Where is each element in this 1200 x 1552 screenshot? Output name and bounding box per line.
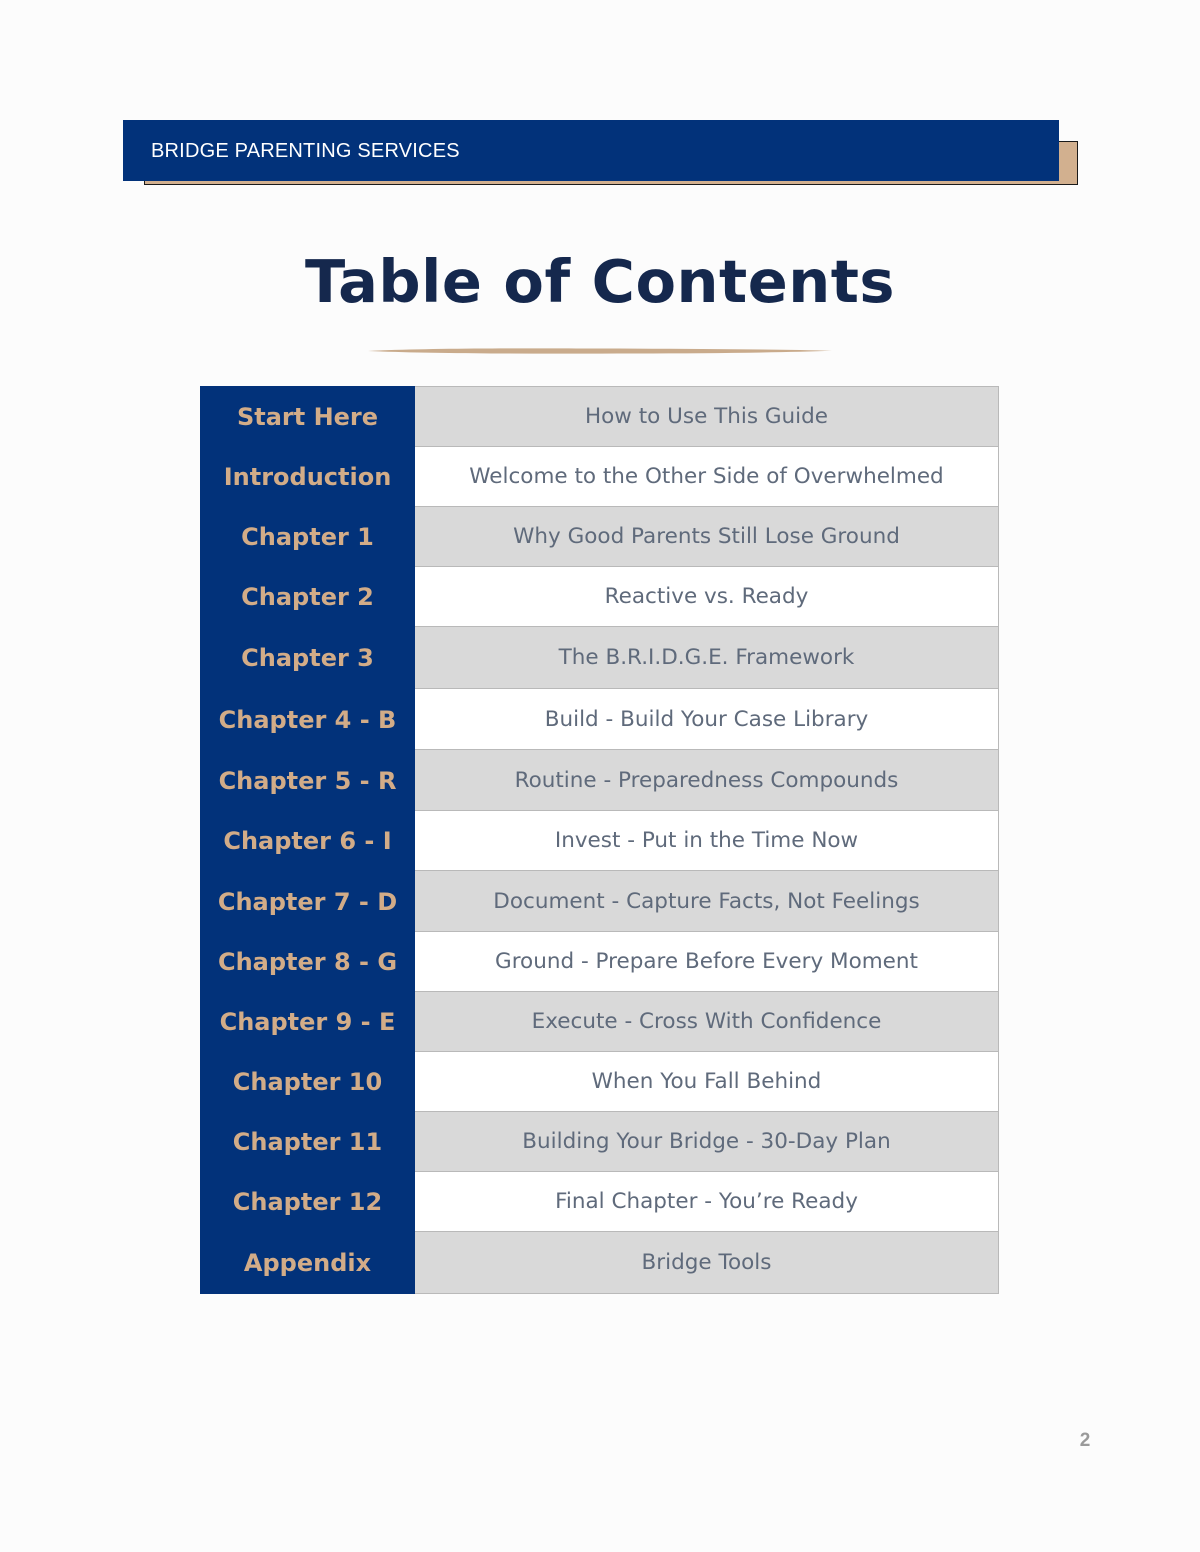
title-divider-brushstroke <box>368 347 832 355</box>
toc-row <box>200 992 999 1052</box>
toc-section-title: Building Your Bridge - 30-Day Plan <box>415 1112 999 1172</box>
toc-section-label: Chapter 7 - D <box>200 871 415 932</box>
toc-section-label: Chapter 6 - I <box>200 811 415 871</box>
toc-section-title: How to Use This Guide <box>415 386 999 447</box>
toc-section-title: Execute - Cross With Confidence <box>415 992 999 1052</box>
toc-section-title: The B.R.I.D.G.E. Framework <box>415 627 999 689</box>
toc-section-title: Routine - Preparedness Compounds <box>415 750 999 811</box>
toc-row <box>200 567 999 627</box>
toc-section-title: Final Chapter - You’re Ready <box>415 1172 999 1232</box>
toc-section-label: Introduction <box>200 447 415 507</box>
page-number: 2 <box>1079 1430 1091 1451</box>
toc-row <box>200 1052 999 1112</box>
toc-section-title: Welcome to the Other Side of Overwhelmed <box>415 447 999 507</box>
toc-row <box>200 689 999 750</box>
toc-section-label: Chapter 11 <box>200 1112 415 1172</box>
toc-section-label: Chapter 9 - E <box>200 992 415 1052</box>
toc-section-label: Chapter 1 <box>200 507 415 567</box>
toc-section-title: Build - Build Your Case Library <box>415 689 999 750</box>
toc-section-title: Document - Capture Facts, Not Feelings <box>415 871 999 932</box>
toc-section-label: Chapter 2 <box>200 567 415 627</box>
toc-section-title: Reactive vs. Ready <box>415 567 999 627</box>
toc-row <box>200 1172 999 1232</box>
table-of-contents <box>200 386 999 1294</box>
toc-row <box>200 871 999 932</box>
toc-section-label: Chapter 10 <box>200 1052 415 1112</box>
toc-section-label: Chapter 4 - B <box>200 689 415 750</box>
toc-section-title: Invest - Put in the Time Now <box>415 811 999 871</box>
toc-row <box>200 627 999 689</box>
toc-row <box>200 507 999 567</box>
toc-row <box>200 447 999 507</box>
toc-section-label: Chapter 8 - G <box>200 932 415 992</box>
header-bar <box>123 120 1059 181</box>
toc-row <box>200 932 999 992</box>
page-title: Table of Contents <box>304 247 896 316</box>
toc-row <box>200 750 999 811</box>
toc-row <box>200 1232 999 1294</box>
toc-section-label: Chapter 3 <box>200 627 415 689</box>
organization-name: BRIDGE PARENTING SERVICES <box>151 140 460 162</box>
toc-section-title: Ground - Prepare Before Every Moment <box>415 932 999 992</box>
toc-row <box>200 386 999 447</box>
toc-section-label: Start Here <box>200 386 415 447</box>
toc-section-label: Appendix <box>200 1232 415 1294</box>
toc-row <box>200 811 999 871</box>
toc-section-title: Why Good Parents Still Lose Ground <box>415 507 999 567</box>
toc-section-title: Bridge Tools <box>415 1232 999 1294</box>
toc-section-label: Chapter 12 <box>200 1172 415 1232</box>
toc-row <box>200 1112 999 1172</box>
toc-section-label: Chapter 5 - R <box>200 750 415 811</box>
toc-section-title: When You Fall Behind <box>415 1052 999 1112</box>
